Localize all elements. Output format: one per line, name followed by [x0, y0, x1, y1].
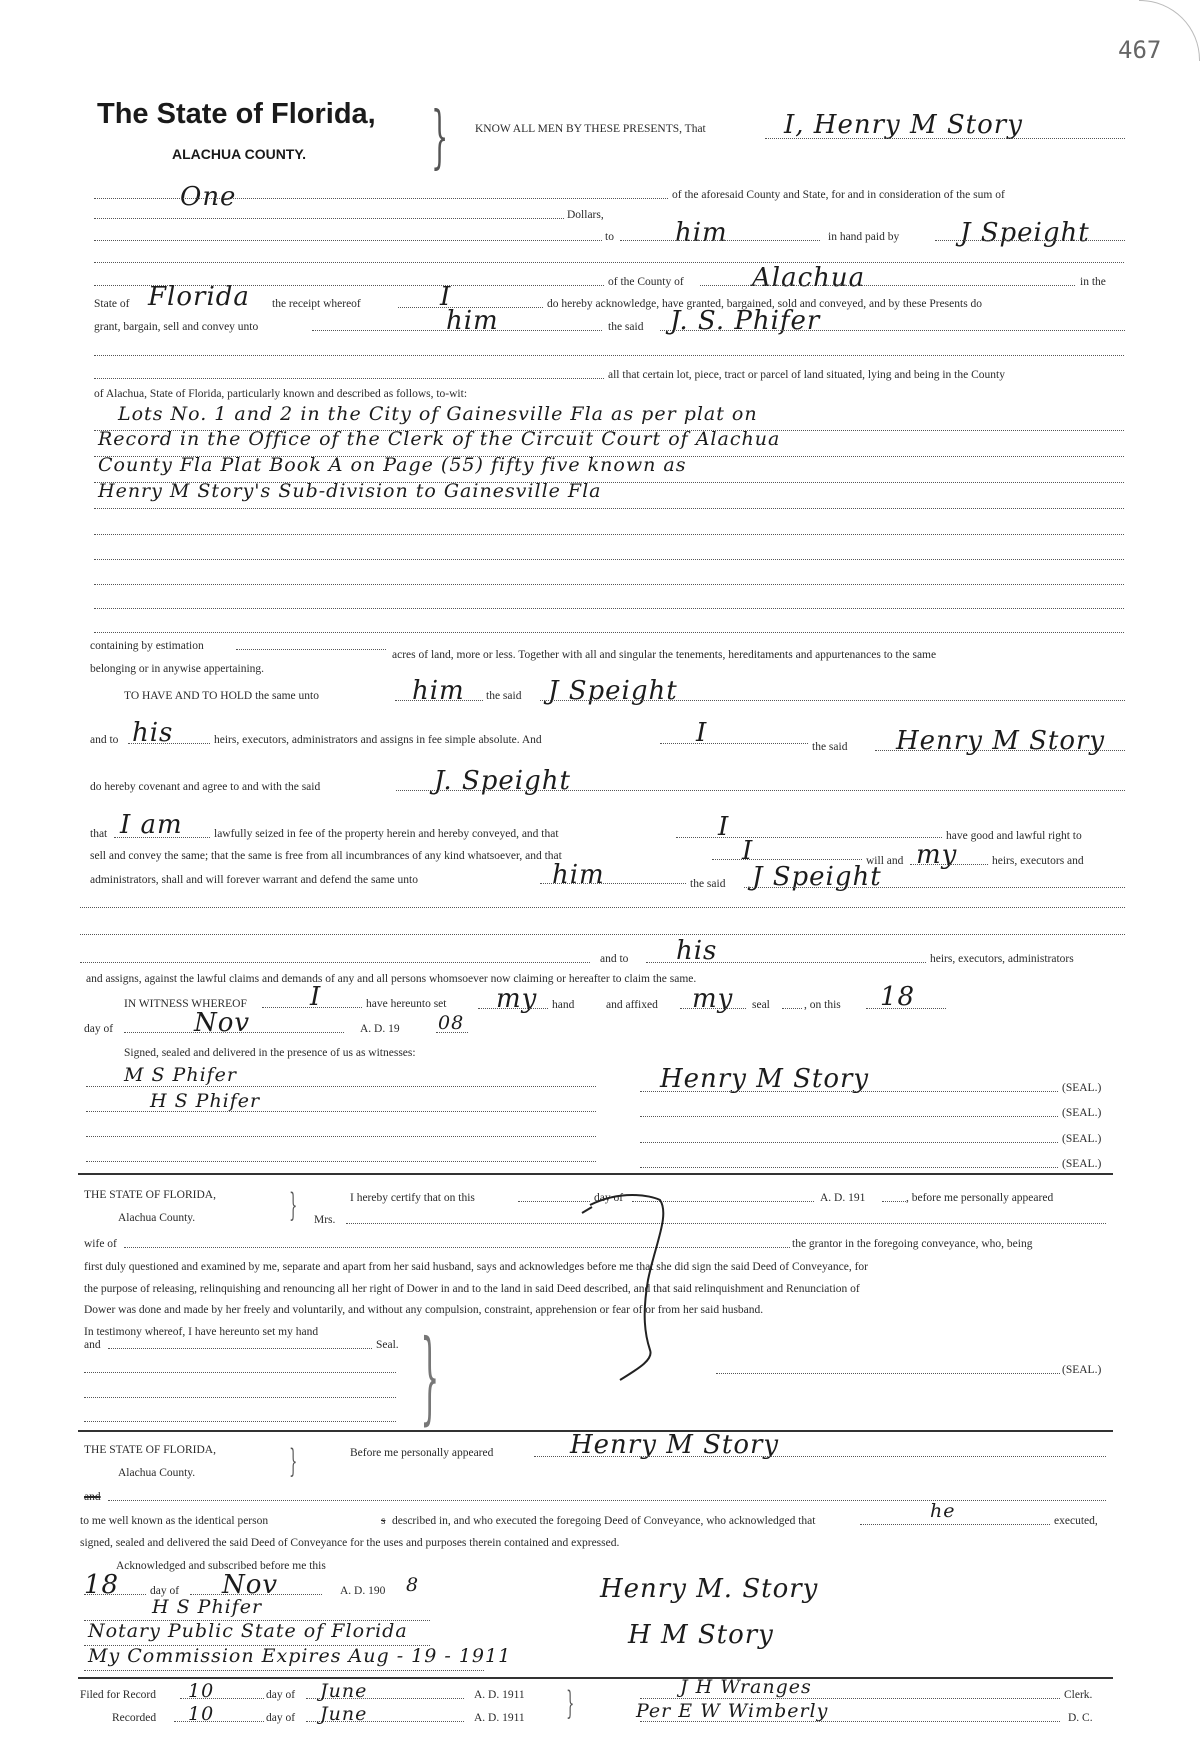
- line-month: [124, 1032, 344, 1033]
- signer-handwritten: Henry M Story: [660, 1064, 870, 1094]
- wife-of-text: wife of: [84, 1238, 117, 1250]
- witness-handwritten: I: [310, 982, 322, 1012]
- line-admin-said: [744, 887, 1125, 888]
- ack-day-handwritten: 18: [84, 1570, 120, 1600]
- line-said: [660, 330, 1125, 331]
- heirs-text: heirs, executors, administrators and assigns in fee simple absolute. And: [214, 734, 542, 746]
- dower-line-2: the purpose of releasing, relinquishing and renouncing all her right of Dower in and to the land in said Deed described, and that said relinquishment and Renunciation of: [84, 1283, 860, 1295]
- have-handwritten: him: [412, 676, 465, 706]
- acknowledged-text: Acknowledged and subscribed before me this: [116, 1560, 326, 1572]
- line-c: [94, 355, 1124, 356]
- line-sig4: [640, 1167, 1058, 1168]
- receipt-handwritten: I: [440, 282, 452, 312]
- line-dower-sig: [716, 1373, 1060, 1374]
- dower-seal-text: Seal.: [376, 1339, 399, 1351]
- he-handwritten: he: [930, 1500, 956, 1522]
- description-line-4: Henry M Story's Sub-division to Gainesville Fla: [98, 480, 602, 502]
- line-my: [478, 1008, 548, 1009]
- line-and: [660, 743, 808, 744]
- line-dower-and: [108, 1348, 372, 1349]
- line-d2: [84, 1397, 396, 1398]
- line-my2: [680, 1008, 746, 1009]
- line-that: [114, 837, 210, 838]
- of-county-text: of the County of: [608, 276, 684, 288]
- line-sig3: [640, 1142, 1058, 1143]
- desc-line-6: [94, 559, 1124, 560]
- seal-1: (SEAL.): [1062, 1082, 1102, 1094]
- line-paid: [935, 240, 1125, 241]
- line-g: [80, 962, 590, 963]
- grantor-line: [765, 138, 1125, 139]
- dower-day-text: day of: [594, 1192, 624, 1204]
- on-this-text: , on this: [804, 999, 841, 1011]
- s-struck: s: [381, 1515, 386, 1527]
- line-henry: [875, 750, 1125, 751]
- said-handwritten: J. S. Phifer: [670, 306, 821, 336]
- line-witness: [262, 1007, 362, 1008]
- witness-text: IN WITNESS WHEREOF: [124, 998, 247, 1010]
- line-containing: [236, 649, 386, 650]
- seal-2: (SEAL.): [1062, 1107, 1102, 1119]
- line-d3: [84, 1421, 396, 1422]
- notary-handwritten: H S Phifer: [152, 1596, 263, 1618]
- dower-line-1: first duly questioned and examined by me, separate and apart from her said husband, says and acknowledges before me that she did sign the said Deed of Conveyance, for: [84, 1261, 868, 1273]
- henry-handwritten: Henry M Story: [896, 726, 1106, 756]
- containing-text: containing by estimation: [90, 640, 204, 652]
- admin-handwritten: him: [552, 860, 605, 890]
- described-text: described in, and who executed the foregoing Deed of Conveyance, who acknowledged that: [392, 1515, 816, 1527]
- description-line-2: Record in the Office of the Clerk of the Circuit Court of Alachua: [98, 428, 781, 450]
- well-known-text: to me well known as the identical person: [80, 1515, 269, 1527]
- filed-day-of-text: day of: [266, 1689, 296, 1701]
- to-text: to: [605, 231, 614, 243]
- line-ack-month: [190, 1594, 322, 1595]
- dower-seal-brace: }: [420, 1318, 440, 1435]
- sell-handwritten: I: [742, 836, 754, 866]
- and-to-text: and to: [90, 734, 119, 746]
- that-handwritten: I am: [120, 810, 183, 840]
- and-handwritten: I: [696, 718, 708, 748]
- ack-brace: }: [289, 1442, 298, 1480]
- ack-county-text: Alachua County.: [118, 1467, 196, 1479]
- have-said-handwritten: J Speight: [548, 676, 678, 706]
- county-handwritten: Alachua: [752, 263, 866, 293]
- desc-line-2: [94, 456, 1124, 457]
- ack-ad-text: A. D. 190: [340, 1585, 386, 1597]
- dc-text: D. C.: [1068, 1712, 1093, 1724]
- of-alachua-text: of Alachua, State of Florida, particularly known and described as follows, to-wit:: [94, 388, 468, 400]
- line-rec-month: [306, 1721, 464, 1722]
- my-handwritten: my: [496, 984, 538, 1014]
- in-the-text: in the: [1080, 276, 1106, 288]
- description-line-3: County Fla Plat Book A on Page (55) fifty five known as: [98, 454, 687, 476]
- heirs-exec-text: heirs, executors and: [992, 855, 1084, 867]
- seal-4: (SEAL.): [1062, 1158, 1102, 1170]
- recorded-text: Recorded: [112, 1712, 157, 1724]
- the-said-text: the said: [608, 321, 644, 333]
- desc-line-5: [94, 534, 1124, 535]
- ad-text: A. D. 19: [360, 1023, 400, 1035]
- know-all-text: KNOW ALL MEN BY THESE PRESENTS, That: [475, 123, 706, 135]
- mrs-text: Mrs.: [314, 1214, 336, 1226]
- line-f: [80, 934, 1125, 935]
- ack-day-of-text: day of: [150, 1585, 180, 1597]
- signed-line-text: signed, sealed and delivered the said Deed of Conveyance for the uses and purposes therein contained and expressed.: [80, 1537, 620, 1549]
- line-and-to2: [646, 962, 926, 963]
- line-will: [910, 864, 988, 865]
- hand-text: hand: [552, 999, 575, 1011]
- line-dower-ad: [882, 1201, 906, 1202]
- line-e: [80, 907, 1125, 908]
- day-of-text: day of: [84, 1023, 114, 1035]
- ack-and-struck: and: [84, 1491, 101, 1503]
- hand-paid-text: in hand paid by: [828, 231, 900, 243]
- grantor-text: the grantor in the foregoing conveyance, who, being: [792, 1238, 1033, 1250]
- admin-said-handwritten: J Speight: [752, 862, 882, 892]
- signed-sealed-text: Signed, sealed and delivered in the presence of us as witnesses:: [124, 1047, 416, 1059]
- dower-line-3: Dower was done and made by her freely and voluntarily, and without any compulsion, constraint, apprehension or fear of or from her said husband.: [84, 1304, 764, 1316]
- ack-month-handwritten: Nov: [222, 1570, 279, 1600]
- line-notary3: [84, 1670, 484, 1671]
- do-hereby-text: do hereby acknowledge, have granted, bargained, sold and conveyed, and by these Presents do: [547, 298, 983, 310]
- filed-month-handwritten: June: [320, 1680, 368, 1702]
- covenant-text: do hereby covenant and agree to and with the said: [90, 781, 321, 793]
- aforesaid-text: of the aforesaid County and State, for and in consideration of the sum of: [672, 189, 1005, 201]
- and-to2-handwritten: his: [676, 936, 718, 966]
- witness1-handwritten: M S Phifer: [124, 1064, 238, 1086]
- dower-and-text: and: [84, 1339, 101, 1351]
- desc-line-8: [94, 608, 1124, 609]
- ack-state-text: THE STATE OF FLORIDA,: [84, 1444, 216, 1456]
- will-handwritten: my: [916, 840, 958, 870]
- line-sum: [94, 198, 668, 199]
- line-sig1: [640, 1091, 1058, 1092]
- county-title: ALACHUA COUNTY.: [172, 146, 307, 162]
- admin-said-text: the said: [690, 878, 726, 890]
- line-clerk: [640, 1698, 1060, 1699]
- filed-day-handwritten: 10: [188, 1680, 215, 1702]
- and-the-said-text: the said: [812, 741, 848, 753]
- and-to2-text: and to: [600, 953, 629, 965]
- line-county: [700, 285, 1075, 286]
- and-to-handwritten: his: [132, 718, 174, 748]
- certify-text: I hereby certify that on this: [350, 1192, 475, 1204]
- line-per: [640, 1721, 1060, 1722]
- line-ack-day: [84, 1594, 146, 1595]
- month-handwritten: Nov: [194, 1008, 251, 1038]
- sum-handwritten: One: [180, 182, 237, 212]
- dower-county-text: Alachua County.: [118, 1212, 196, 1224]
- dower-brace: }: [289, 1186, 298, 1224]
- line-he: [860, 1524, 1050, 1525]
- my2-handwritten: my: [692, 984, 734, 1014]
- administrators-text: administrators, shall and will forever warrant and defend the same unto: [90, 874, 418, 886]
- dower-ad-text: A. D. 191: [820, 1192, 866, 1204]
- divider-3: [78, 1677, 1113, 1679]
- will-and-text: will and: [866, 855, 904, 867]
- notary-title-handwritten: Notary Public State of Florida: [88, 1620, 408, 1642]
- grantor-handwritten: I, Henry M Story: [784, 110, 1023, 140]
- line-to: [620, 240, 820, 241]
- seal-3: (SEAL.): [1062, 1133, 1102, 1145]
- ack-sig1-handwritten: Henry M. Story: [600, 1574, 819, 1604]
- line-mrs: [346, 1223, 1106, 1224]
- paid-by-handwritten: J Speight: [960, 218, 1090, 248]
- executed-text: executed,: [1054, 1515, 1098, 1527]
- line-w3: [86, 1136, 596, 1137]
- line-sig2: [640, 1116, 1058, 1117]
- line-b: [94, 262, 1124, 263]
- rec-ad-text: A. D. 1911: [474, 1712, 525, 1724]
- line-sell: [712, 859, 862, 860]
- line-ack-and: [108, 1500, 1106, 1501]
- desc-line-7: [94, 584, 1124, 585]
- assigns-against-text: and assigns, against the lawful claims and demands of any and all persons whomsoever now claiming or hereafter to claim the same.: [86, 973, 697, 985]
- line-have-said: [540, 700, 1125, 701]
- desc-line-4: [94, 508, 1124, 509]
- sell-convey-text: sell and convey the same; that the same is free from all incumbrances of any kind whatsoever, and that: [90, 850, 562, 862]
- have-said-text: the said: [486, 690, 522, 702]
- affixed-text: and affixed: [606, 999, 658, 1011]
- line-covenant: [396, 790, 1125, 791]
- desc-line-1: [94, 430, 1124, 431]
- clerk-handwritten: J H Wranges: [680, 1676, 812, 1698]
- receipt-text: the receipt whereof: [272, 298, 361, 310]
- filed-text: Filed for Record: [80, 1689, 157, 1701]
- year-handwritten: 08: [438, 1012, 465, 1034]
- line-have: [395, 700, 483, 701]
- ack-sig2-handwritten: H M Story: [628, 1620, 774, 1650]
- dower-seal-paren: (SEAL.): [1062, 1364, 1102, 1376]
- that-text: that: [90, 828, 108, 840]
- acres-text: acres of land, more or less. Together with all and singular the tenements, hereditaments and appurtenances to the same: [392, 649, 937, 661]
- day-handwritten: 18: [880, 982, 916, 1012]
- witness2-handwritten: H S Phifer: [150, 1090, 261, 1112]
- dower-state-text: THE STATE OF FLORIDA,: [84, 1189, 216, 1201]
- lawfully-handwritten: I: [718, 812, 730, 842]
- line-w1: [86, 1086, 596, 1087]
- per-handwritten: Per E W Wimberly: [636, 1700, 829, 1722]
- line-seal: [782, 1008, 802, 1009]
- belonging-text: belonging or in anywise appertaining.: [90, 663, 265, 675]
- covenant-handwritten: J. Speight: [434, 766, 571, 796]
- line-year: [436, 1032, 468, 1033]
- line-day: [866, 1008, 946, 1009]
- line-filed-day: [180, 1698, 264, 1699]
- desc-line-3: [94, 482, 1124, 483]
- grant-text: grant, bargain, sell and convey unto: [94, 321, 259, 333]
- desc-line-9: [94, 632, 1124, 633]
- page-number: 467: [1118, 36, 1162, 64]
- grant-handwritten: him: [446, 306, 499, 336]
- to-handwritten: him: [675, 218, 728, 248]
- rec-month-handwritten: June: [320, 1703, 368, 1725]
- to-have-text: TO HAVE AND TO HOLD the same unto: [124, 690, 319, 702]
- line-a: [94, 240, 602, 241]
- before-me-text: Before me personally appeared: [350, 1447, 494, 1459]
- line-and-to: [128, 743, 210, 744]
- description-line-1: Lots No. 1 and 2 in the City of Gainesville Fla as per plat on: [118, 403, 758, 425]
- commission-handwritten: My Commission Expires Aug - 19 - 1911: [88, 1645, 512, 1667]
- line-w2: [86, 1111, 596, 1112]
- line-grant: [312, 330, 602, 331]
- line-filed-month: [306, 1698, 464, 1699]
- appeared-text: , before me personally appeared: [906, 1192, 1054, 1204]
- dollars-text: Dollars,: [567, 209, 604, 221]
- header-brace: }: [430, 98, 449, 177]
- state-of-text: State of: [94, 298, 130, 310]
- line-appeared: [534, 1456, 1106, 1457]
- ack-year-handwritten: 8: [406, 1574, 420, 1596]
- line-d: [94, 378, 604, 379]
- seal-word-text: seal: [752, 999, 770, 1011]
- state-handwritten: Florida: [148, 282, 250, 312]
- filed-ad-text: A. D. 1911: [474, 1689, 525, 1701]
- rec-day-handwritten: 10: [188, 1703, 215, 1725]
- line-rec-day: [174, 1721, 264, 1722]
- have-hereunto-text: have hereunto set: [366, 998, 447, 1010]
- line-admin: [540, 883, 686, 884]
- all-that-text: all that certain lot, piece, tract or parcel of land situated, lying and being in the County: [608, 369, 1005, 381]
- state-title: The State of Florida,: [97, 98, 376, 130]
- filing-brace: }: [566, 1684, 575, 1722]
- cancellation-scrawl: [580, 1185, 700, 1385]
- line-dollars-left: [94, 218, 564, 219]
- clerk-text: Clerk.: [1064, 1689, 1093, 1701]
- divider-1: [78, 1173, 1113, 1175]
- line-lawfully: [676, 837, 942, 838]
- rec-day-of-text: day of: [266, 1712, 296, 1724]
- line-w4: [86, 1161, 596, 1162]
- lawfully-text: lawfully seized in fee of the property herein and hereby conveyed, and that: [214, 828, 559, 840]
- heirs-exec2-text: heirs, executors, administrators: [930, 953, 1074, 965]
- line-d1: [84, 1372, 396, 1373]
- testimony-text: In testimony whereof, I have hereunto set my hand: [84, 1326, 319, 1338]
- have-good-text: have good and lawful right to: [946, 830, 1082, 842]
- appeared-handwritten: Henry M Story: [570, 1430, 780, 1460]
